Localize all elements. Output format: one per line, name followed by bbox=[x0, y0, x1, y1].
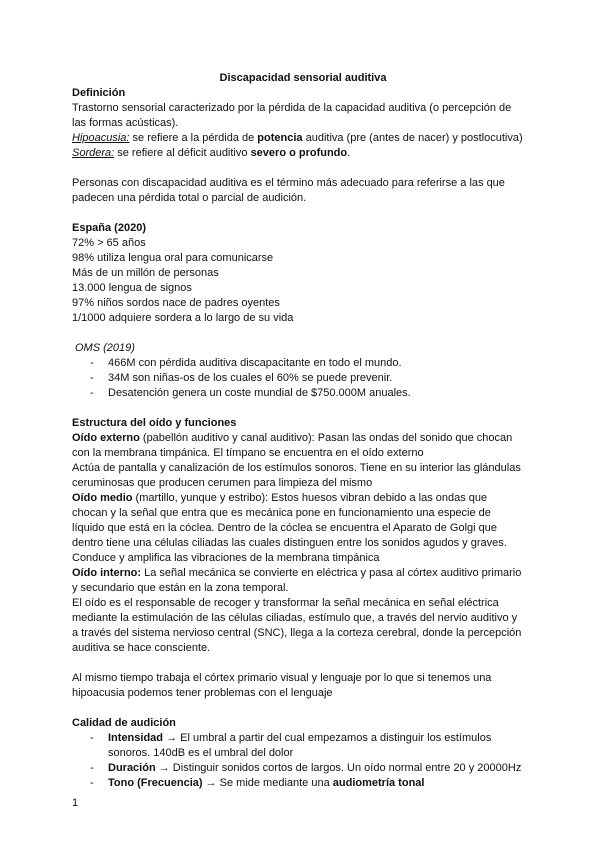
sordera-definition: Sordera: se refiere al déficit auditivo severo o profundo. bbox=[72, 147, 351, 159]
stat-line: 1/1000 adquiere sordera a lo largo de su vida bbox=[72, 312, 294, 324]
paragraph-line: a través del sistema nervioso central (SNC), llega a la corteza cerebral, donde la percepción bbox=[72, 627, 522, 639]
term-intensidad: Intensidad bbox=[108, 732, 164, 744]
paragraph-line: y secundario que están en la zona temporal. bbox=[72, 582, 289, 594]
paragraph-line: padecen una pérdida total o parcial de audición. bbox=[72, 192, 307, 204]
stat-line: 72% > 65 años bbox=[72, 237, 146, 249]
term-oido-interno: Oído interno: bbox=[72, 567, 142, 579]
term-oido-medio: Oído medio bbox=[72, 492, 133, 504]
stat-line: 13.000 lengua de signos bbox=[72, 282, 192, 294]
section-personas bbox=[72, 176, 534, 206]
paragraph-line: líquido que está en la cóclea. Dentro de la cóclea se encuentra el Aparato de Golgi que bbox=[72, 522, 498, 534]
term-duracion: Duración bbox=[108, 762, 156, 774]
document-body bbox=[72, 71, 534, 791]
section-espana bbox=[72, 221, 534, 326]
calidad-list bbox=[72, 731, 534, 791]
paragraph-line: chocan y la señal que entra que es mecánica pone en funcionamiento una especie de bbox=[72, 507, 491, 519]
term-oido-externo: Oído externo bbox=[72, 432, 140, 444]
paragraph-line: Actúa de pantalla y canalización de los estímulos sonoros. Tiene en su interior las glándulas bbox=[72, 462, 521, 474]
paragraph-line: Oído medio (martillo, yunque y estribo): Estos huesos vibran debido a las ondas que bbox=[72, 492, 488, 504]
term-tono: Tono (Frecuencia) bbox=[108, 777, 203, 789]
section-estructura bbox=[72, 416, 534, 656]
section-heading: Estructura del oído y funciones bbox=[72, 417, 237, 429]
term-sordera: Sordera: bbox=[72, 147, 115, 159]
list-item: - Intensidad → El umbral a partir del cual empezamos a distinguir los estímulos sonoros. 140dB es el umbral del dolor bbox=[72, 731, 534, 761]
stat-line: 98% utiliza lengua oral para comunicarse bbox=[72, 252, 274, 264]
section-heading: España (2020) bbox=[72, 222, 146, 234]
hipoacusia-definition: Hipoacusia: se refiere a la pérdida de potencia auditiva (pre (antes de nacer) y postlocutiva) bbox=[72, 132, 523, 144]
paragraph-line: auditiva se hace consciente. bbox=[72, 642, 211, 654]
list-item: - 34M son niñas-os de los cuales el 60% se puede prevenir. bbox=[72, 371, 534, 386]
section-heading: Calidad de audición bbox=[72, 717, 176, 729]
section-heading: Definición bbox=[72, 87, 126, 99]
paragraph-line: El oído es el responsable de recoger y transformar la señal mecánica en señal eléctrica bbox=[72, 597, 499, 609]
list-item: - Tono (Frecuencia) → Se mide mediante una audiometría tonal bbox=[72, 776, 534, 791]
paragraph-line: Al mismo tiempo trabaja el córtex primario visual y lenguaje por lo que si tenemos una bbox=[72, 672, 492, 684]
list-item: - Desatención genera un coste mundial de $750.000M anuales. bbox=[72, 386, 534, 401]
paragraph-line: mediante la estimulación de las células ciliadas, estímulo que, a través del nervio auditivo y bbox=[72, 612, 518, 624]
section-cortex bbox=[72, 671, 534, 701]
paragraph-line: Oído interno: La señal mecánica se convierte en eléctrica y pasa al córtex auditivo primario bbox=[72, 567, 522, 579]
section-calidad bbox=[72, 716, 534, 791]
paragraph-line: con la membrana timpánica. El tímpano se encuentra en el oído externo bbox=[72, 447, 424, 459]
section-definicion bbox=[72, 86, 534, 161]
section-heading: OMS (2019) bbox=[75, 342, 135, 354]
stat-line: Más de un millón de personas bbox=[72, 267, 219, 279]
paragraph-line: Personas con discapacidad auditiva es el término más adecuado para referirse a las que bbox=[72, 177, 505, 189]
section-oms bbox=[72, 341, 534, 401]
paragraph-line: dentro tiene una células ciliadas las cuales distinguen entre los sonidos agudos y graves. bbox=[72, 537, 507, 549]
paragraph-line: Trastorno sensorial caracterizado por la pérdida de la capacidad auditiva (o percepción de bbox=[72, 102, 512, 114]
paragraph-line: las formas acústicas). bbox=[72, 117, 179, 129]
document-title: Discapacidad sensorial auditiva bbox=[219, 72, 387, 84]
oms-list bbox=[72, 356, 534, 401]
paragraph-line: ceruminosas que producen cerumen para limpieza del mismo bbox=[72, 477, 373, 489]
page-number: 1 bbox=[72, 797, 79, 809]
stat-line: 97% niños sordos nace de padres oyentes bbox=[72, 297, 280, 309]
list-item: - Duración → Distinguir sonidos cortos de largos. Un oído normal entre 20 y 20000Hz bbox=[72, 761, 534, 776]
paragraph-line: Conduce y amplifica las vibraciones de la membrana timpánica bbox=[72, 552, 380, 564]
term-hipoacusia: Hipoacusia: bbox=[72, 132, 130, 144]
paragraph-line: hipoacusia podemos tener problemas con el lenguaje bbox=[72, 687, 333, 699]
list-item: - 466M con pérdida auditiva discapacitante en todo el mundo. bbox=[72, 356, 534, 371]
paragraph-line: Oído externo (pabellón auditivo y canal auditivo): Pasan las ondas del sonido que chocan bbox=[72, 432, 513, 444]
